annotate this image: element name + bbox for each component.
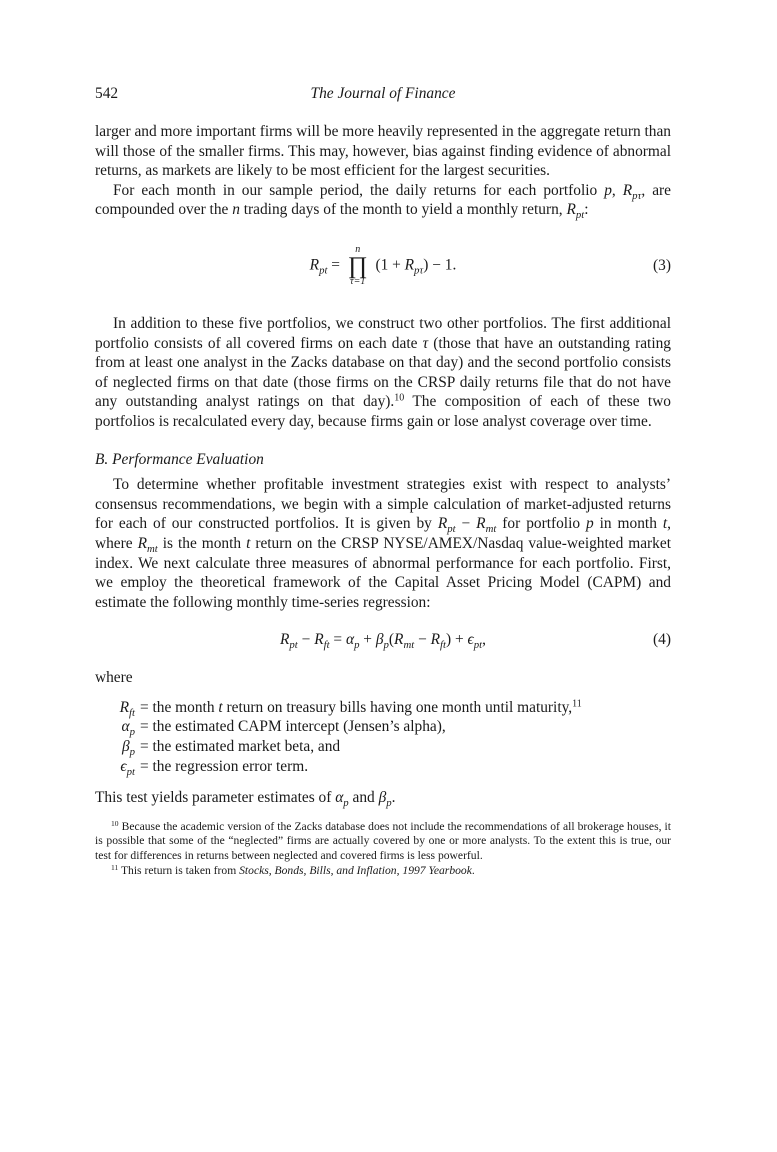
paragraph-3: In addition to these five portfolios, we construct two other portfolios. The first additional portfolio consists of all covered firms on each date τ (those that have an outstanding rating from at least one analyst in the Zacks database on that day) and the second portfolio consists of neglected firms on that date (those firms on the CRSP daily returns file that do not have any outstanding analyst ratings on that day).$^{10}$ The composition of each of these two portfolios is recalculated every day, because firms gain or lose analyst coverage over time. bbox=[95, 314, 671, 430]
product-upper-limit: n bbox=[355, 243, 361, 255]
where-text: where bbox=[95, 669, 133, 687]
equation-4-body: $R_{pt} - R_{ft} = \alpha_p + \beta_p(R_{mt} - R_{ft}) + \epsilon_{pt}$, bbox=[280, 631, 486, 652]
footnote-11: $^{11}$ This return is taken from Stocks, Bonds, Bills, and Inflation, 1997 Yearbook. bbox=[111, 862, 475, 877]
paragraph-4: To determine whether profitable investment strategies exist with respect to analysts’ consensus recommendations, we begin with a simple calculation of market-adjusted returns for each of our constructed portfolios. It is given by $R_{pt} - R_{mt}$ for portfolio p in month t, where $R_{mt}$ is the month t return on the CRSP NYSE/AMEX/Nasdaq value-weighted market index. We next calculate three measures of abnormal performance for each portfolio. First, we employ the theoretical framework of the Capital Asset Pricing Model (CAPM) and estimate the following monthly time-series regression: bbox=[95, 476, 671, 611]
variable-definitions bbox=[95, 698, 671, 776]
equation-3 bbox=[95, 232, 671, 300]
footnote-ref-10: 10 bbox=[394, 392, 405, 404]
product-lower-limit: τ=1 bbox=[350, 275, 366, 287]
journal-page bbox=[95, 84, 671, 878]
footnote-ref-11: 11 bbox=[572, 698, 582, 710]
equation-3-number: (3) bbox=[653, 257, 671, 275]
footnotes bbox=[95, 820, 671, 878]
definition-alpha: $\alpha_p$ = the estimated CAPM intercept (Jensen’s alpha), bbox=[121, 718, 446, 739]
footnote-10: $^{10}$ Because the academic version of the Zacks database does not include the recommendations of all brokerage houses, it is possible that some of the “neglected” firms are actually covered by one or more analysts. To the extent this is true, our test for differences in returns between neglected and covered firms is less powerful. bbox=[95, 818, 671, 863]
equation-4 bbox=[95, 622, 671, 658]
product-operator: n ∏ τ=1 bbox=[347, 243, 368, 287]
page-number: 542 bbox=[95, 85, 119, 102]
equation-3-body: $R_{pt}$ = n ∏ τ=1 $(1 + R_{p\tau}) - 1$. bbox=[309, 243, 457, 287]
definition-epsilon: $\epsilon_{pt}$ = the regression error term. bbox=[120, 757, 309, 778]
journal-title: The Journal of Finance bbox=[310, 85, 456, 102]
definition-rft: $R_{ft}$ = the month t return on treasury bills having one month until maturity,$^{11}$ bbox=[119, 698, 582, 719]
definition-beta: $\beta_p$ = the estimated market beta, and bbox=[121, 738, 341, 758]
paragraph-2: For each month in our sample period, the daily returns for each portfolio p, $R_{p\tau}$, are compounded over the n trading days of the month to yield a monthly return, $R_{pt}$: bbox=[95, 181, 671, 222]
paragraph-1: larger and more important firms will be more heavily represented in the aggregate return than will those of the smaller firms. This may, however, bias against finding evidence of abnormal returns, as markets are likely to be most efficient for the largest securities. bbox=[95, 123, 671, 180]
running-header bbox=[95, 84, 671, 106]
equation-4-number: (4) bbox=[653, 631, 671, 649]
section-heading: B. Performance Evaluation bbox=[95, 450, 264, 468]
paragraph-5: This test yields parameter estimates of $\alpha_p$ and $\beta_p$. bbox=[95, 789, 396, 810]
